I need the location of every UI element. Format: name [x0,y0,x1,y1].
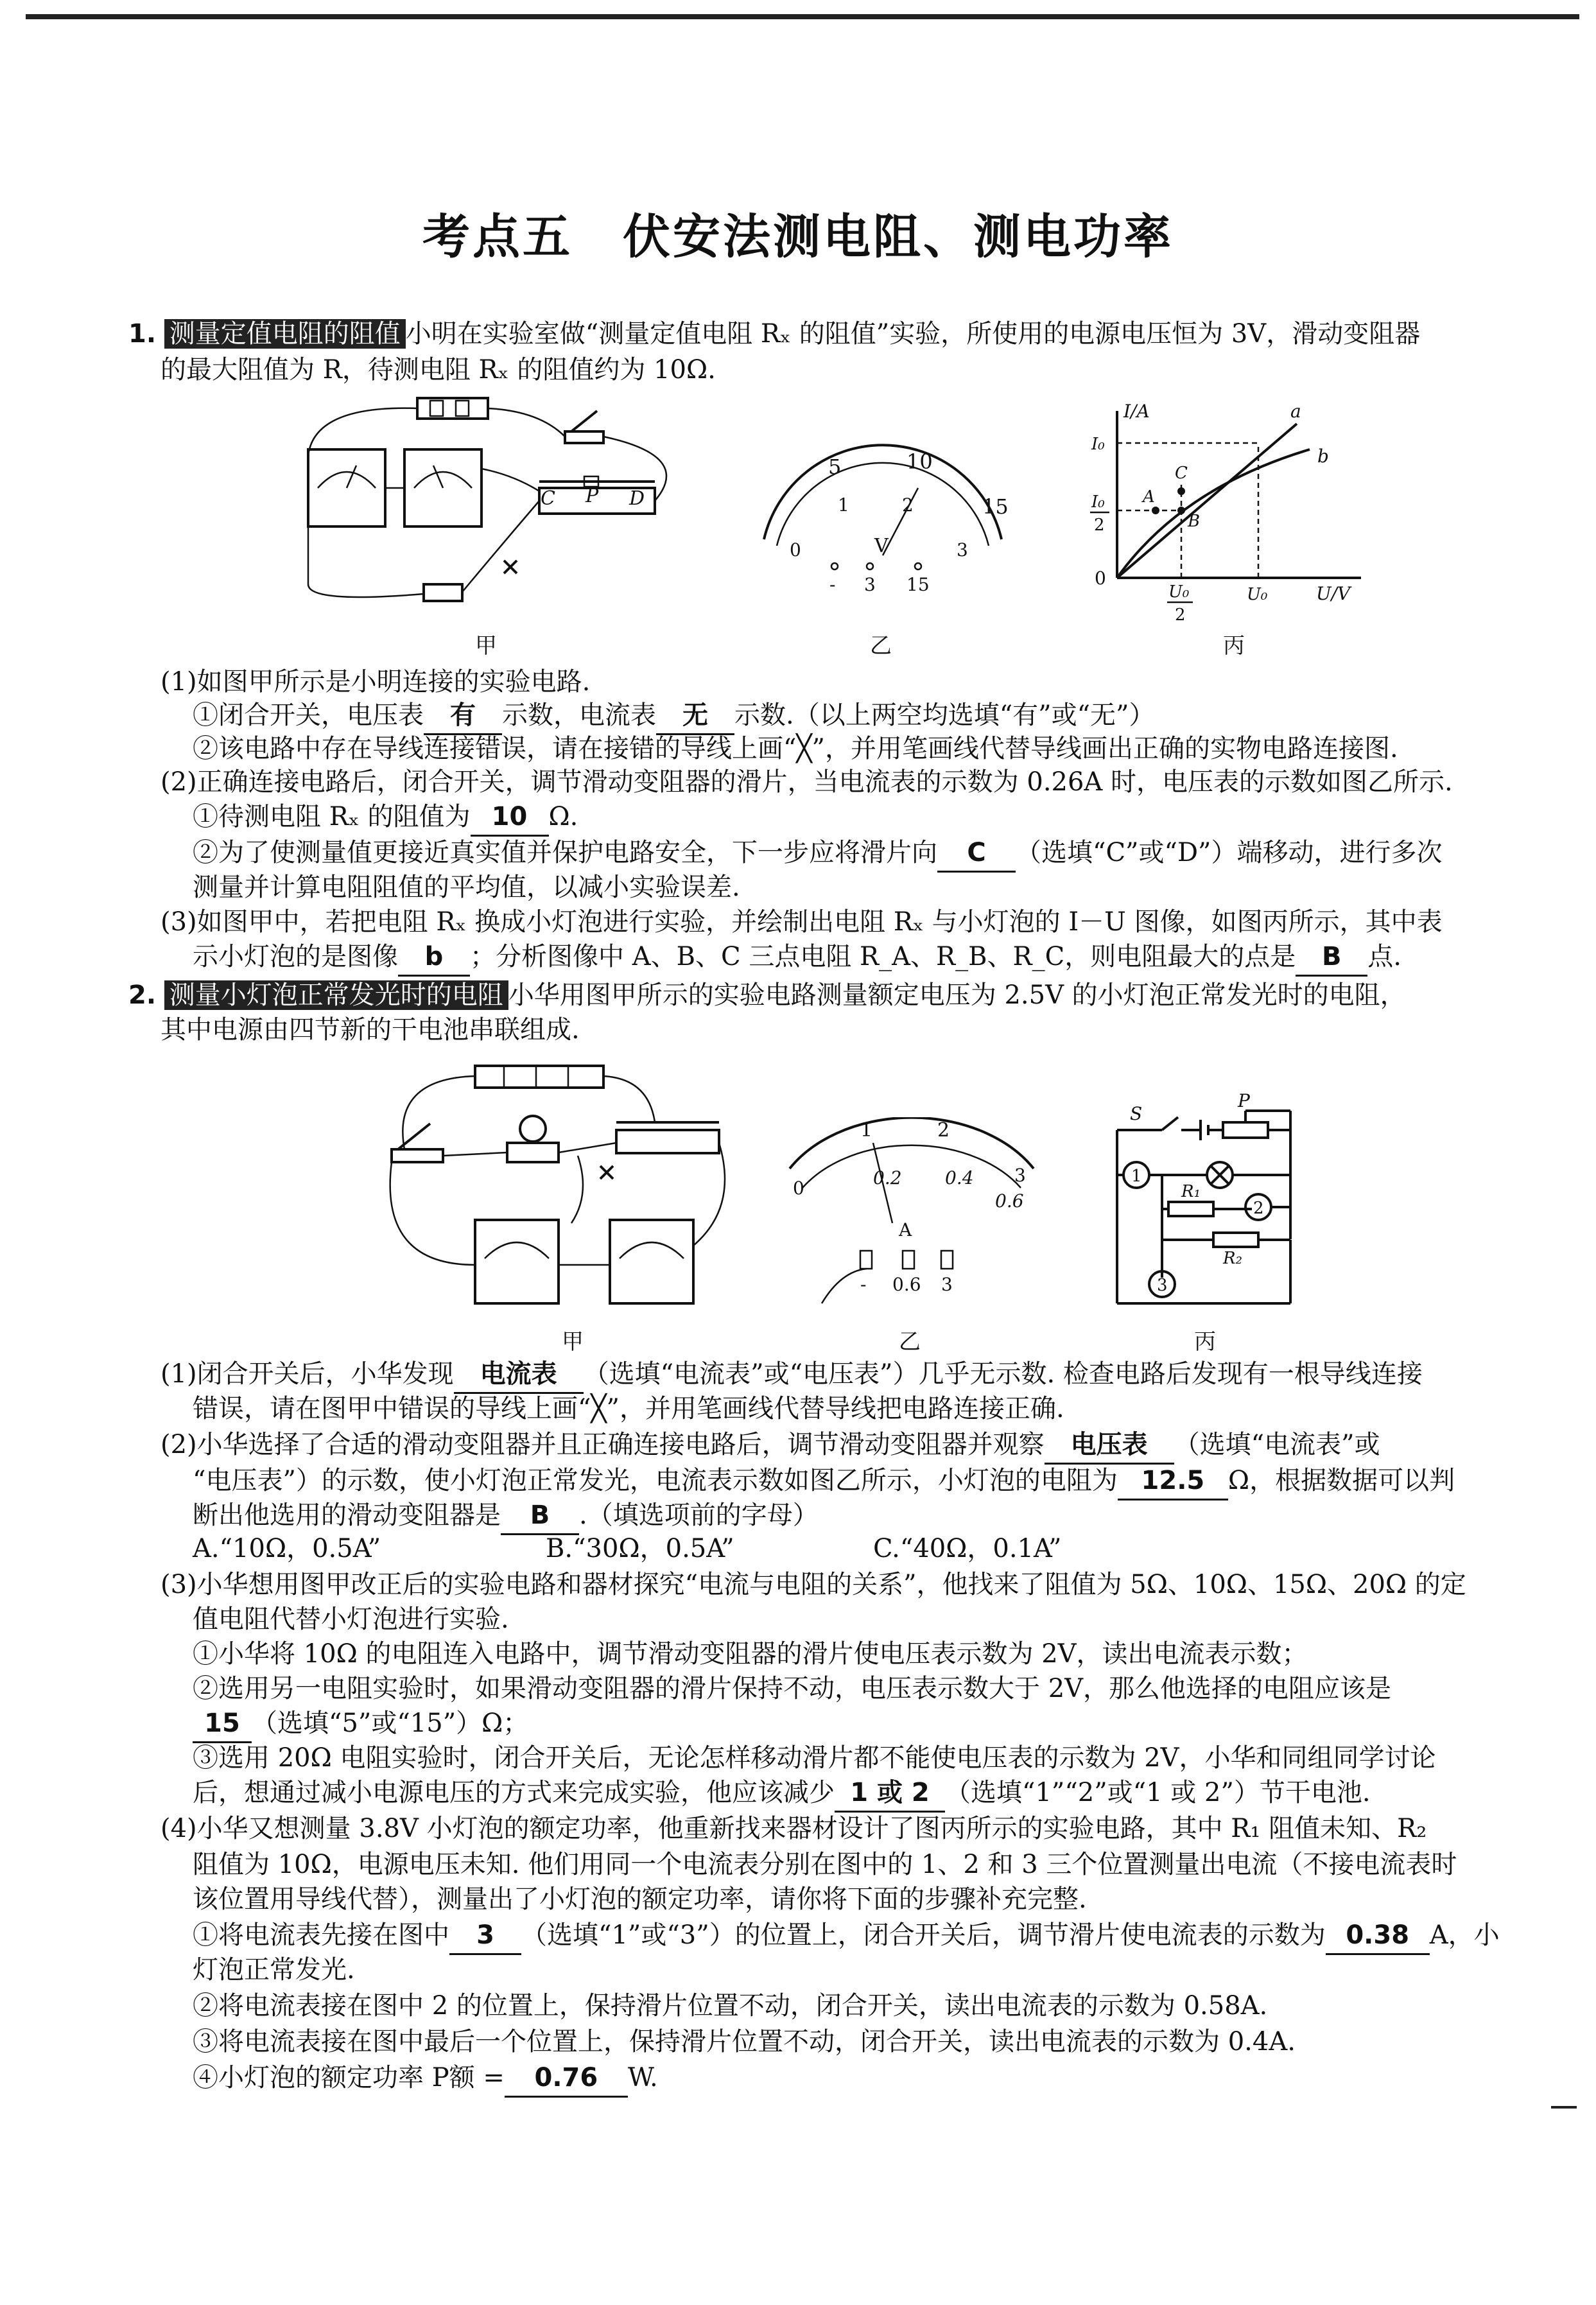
q2-switch [392,1124,443,1162]
q2-part4f: ②将电流表接在图中 2 的位置上，保持滑片位置不动，闭合开关，读出电流表的示数为 0.58A. [193,1991,1268,2021]
q2-part4b: 阻值为 10Ω，电源电压未知. 他们用同一个电流表分别在图中的 1、2 和 3 三个位置测量出电流（不接电流表时 [193,1850,1457,1879]
q1-fig-yi-caption: 乙 [870,633,892,659]
q1-graph-i0-half-num: I₀ [1091,492,1105,512]
q1-voltmeter-dial [738,443,1027,597]
q1-graph-xlabel: U/V [1316,583,1351,604]
q1-graph-point-c-label: C [1175,464,1188,483]
q2-dial-tick: 2 [937,1119,950,1142]
q2-part1-text: (1)闭合开关后，小华发现 [160,1359,454,1389]
q1-part1a [193,697,1155,735]
q1-resistor-icon [424,584,462,601]
q1-graph-u0-half-num: U₀ [1168,582,1190,602]
q2-label-3: 3 [1157,1276,1168,1295]
q2-terminal-label: - [860,1274,867,1295]
q2-part3g [193,1775,1371,1813]
q1-part3: (3)如图甲中，若把电阻 Rₓ 换成小灯泡进行实验，并绘制出电阻 Rₓ 与小灯泡的 I－U 图像，如图丙所示，其中表 [160,907,1443,937]
q2-switch-blade [1162,1117,1178,1130]
q2-answer-position: 3 [449,1917,521,1955]
q1-answer-ammeter: 无 [656,697,734,735]
q2-voltmeter-icon [610,1220,693,1303]
q2-r2-symbol [1213,1233,1258,1247]
q1-terminal [831,563,838,570]
q1-dial-tick: 15 [982,494,1009,519]
q1-graph-line-b [1117,449,1310,578]
q1-wire [481,469,539,491]
q1-stem: 小明在实验室做“测量定值电阻 Rₓ 的阻值”实验，所使用的电源电压恒为 3V，滑动变阻器 [405,319,1421,349]
q1-graph-point-a-label: A [1143,487,1155,507]
q2-part3b: 值电阻代替小灯泡进行实验. [193,1605,509,1634]
q2-stem-line2: 其中电源由四节新的干电池串联组成. [160,1015,580,1045]
q2-label-s: S [1130,1103,1143,1124]
q2-part4d-text: A，小 [1429,1920,1500,1950]
q2-dial-unit: A [899,1219,912,1240]
q1-dial-inner-arc [777,463,989,546]
q2-option-b: B.“30Ω，0.5A” [546,1534,734,1563]
q1-answer-graph: b [398,939,470,977]
q1-part3b-text: 点. [1367,942,1401,971]
q1-dial-tick: 1 [838,494,849,516]
q2-part4: (4)小华又想测量 3.8V 小灯泡的额定功率，他重新找来器材设计了图丙所示的实验电路，其中 R₁ 阻值未知、R₂ [160,1814,1427,1843]
q2-wire [390,1162,475,1265]
q1-part1a-text: 示数，电流表 [502,700,656,730]
q1-number: 1. [128,319,157,349]
q2-part4e: 灯泡正常发光. [193,1955,355,1985]
q2-part1 [160,1356,1423,1394]
q1-stem-line2: 的最大阻值为 R，待测电阻 Rₓ 的阻值约为 10Ω. [160,355,716,385]
q2-wire [603,1076,655,1122]
q1-part1b: ②该电路中存在导线连接错误，请在接错的导线上画“╳”，并用笔画线代替导线画出正确的实物电路连接图. [193,734,1398,763]
q1-graph-label-a: a [1290,401,1301,422]
q2-part2b [193,1463,1455,1500]
q1-answer-voltmeter: 有 [424,697,502,735]
q2-label-r1: R₁ [1181,1182,1201,1201]
q2-part2c [193,1497,819,1535]
q2-part2-text: (2)小华选择了合适的滑动变阻器并且正确连接电路后，调节滑动变阻器并观察 [160,1430,1045,1459]
q2-terminal [941,1251,953,1269]
q2-answer-rheostat: B [501,1497,579,1535]
q1-graph-origin: 0 [1095,568,1106,589]
q2-wire [559,1143,616,1152]
q1-point-a [1152,507,1159,514]
q2-option-a: A.“10Ω，0.5A” [193,1534,381,1563]
q1-part2b [193,835,1442,873]
q1-graph-label-b: b [1317,446,1329,467]
q2-topic-tag: 测量小灯泡正常发光时的电阻 [164,980,508,1010]
q2-part3: (3)小华想用图甲改正后的实验电路和器材探究“电流与电阻的关系”，他找来了阻值为 5Ω、10Ω、15Ω、20Ω 的定 [160,1570,1466,1599]
top-rule [26,14,1579,19]
q1-topic-tag: 测量定值电阻的阻值 [164,319,406,349]
q2-ammeter-icon [475,1220,559,1303]
q1-point-c [1177,487,1185,495]
q2-wire [571,1156,583,1223]
q2-part1-text: （选填“电流表”或“电压表”）几乎无示数. 检查电路后发现有一根导线连接 [583,1359,1423,1389]
q1-iu-graph [1079,398,1380,629]
q1-rheo-label-d: D [629,487,645,510]
q2-stem-line1 [128,977,1406,1013]
page-edge-mark [1551,2106,1577,2109]
q1-circuit-figure [295,392,706,623]
q2-part2 [160,1427,1380,1465]
q2-part4c: 该位置用导线代替），测量出了小灯泡的额定功率，请你将下面的步骤补充完整. [193,1884,1087,1914]
q1-rheo-label-c: C [541,487,555,510]
q2-terminal-label: 3 [941,1274,953,1295]
q2-part3c: ①小华将 10Ω 的电阻连入电路中，调节滑动变阻器的滑片使电压表示数为 2V，读出电流表示数； [193,1639,1308,1669]
q1-answer-resistance: 10 [471,799,549,837]
q1-part2b-text: （选填“C”或“D”）端移动，进行多次 [1016,838,1443,867]
q1-fig-jia-caption: 甲 [475,633,497,659]
q1-terminal [867,563,873,570]
q1-answer-point: B [1296,939,1367,977]
q2-answer-resistance: 12.5 [1118,1463,1228,1500]
q2-number: 2. [128,980,157,1010]
q1-part2c: 测量并计算电阻阻值的平均值，以减小实验误差. [193,873,740,902]
q2-dial-tick: 0 [793,1178,804,1199]
q1-graph-i0-half-den: 2 [1094,516,1105,535]
q1-dial-arc [764,445,1002,539]
q2-circuit-diagram [1091,1092,1323,1323]
q2-part2c-text: .（填选项前的字母） [579,1500,819,1530]
q1-graph-point-b-label: B [1188,512,1201,531]
q2-circuit-figure [379,1053,764,1323]
q2-part2c-text: 断出他选用的滑动变阻器是 [193,1500,501,1530]
q2-dial-tick: 1 [860,1119,873,1142]
q2-part1b: 错误，请在图甲中错误的导线上画“╳”，并用笔画线代替导线把电路连接正确. [193,1394,1064,1423]
q1-fig-bing-caption: 丙 [1223,633,1245,659]
page-title: 考点五 伏安法测电阻、测电功率 [422,209,1174,265]
q1-point-b [1177,507,1185,514]
q2-answer-power: 0.76 [505,2060,628,2098]
q1-terminal [915,563,921,570]
q2-part3f: ③选用 20Ω 电阻实验时，闭合开关后，无论怎样移动滑片都不能使电压表的示数为 2V，小华和同组同学讨论 [193,1743,1436,1773]
q1-graph-u0-half-den: 2 [1175,605,1186,625]
q2-terminal-label: 0.6 [892,1274,921,1295]
q1-part2: (2)正确连接电路后，闭合开关，调节滑动变阻器的滑片，当电流表的示数为 0.26A 时，电压表的示数如图乙所示. [160,767,1453,797]
q1-switch [565,411,603,443]
q1-graph-u0: U₀ [1247,585,1268,604]
q2-label-p: P [1238,1092,1250,1111]
q2-part2b-text: “电压表”）的示数，使小灯泡正常发光，电流表示数如图乙所示，小灯泡的电阻为 [193,1466,1118,1495]
q1-battery [417,398,488,419]
q1-part3b-text: 示小灯泡的是图像 [193,942,398,971]
q2-wire [443,1152,507,1156]
q1-dial-tick: 0 [790,539,801,561]
q2-dial-inner-arc [802,1145,1021,1188]
q2-answer-current: 0.38 [1326,1917,1430,1955]
q2-wire [693,1143,725,1246]
q1-terminal-label: 15 [906,574,930,595]
q2-option-c: C.“40Ω，0.1A” [873,1534,1062,1563]
q2-terminal [903,1251,914,1269]
q1-graph-i0: I₀ [1091,435,1105,454]
q2-wrong-wire-mark [600,1166,613,1179]
q1-part3b-text: ；分析图像中 A、B、C 三点电阻 R_A、R_B、R_C，则电阻最大的点是 [470,942,1296,971]
q2-part3g-text: （选填“1”“2”或“1 或 2”）节干电池. [945,1778,1371,1807]
q2-fig-yi-caption: 乙 [899,1329,921,1355]
q2-rheostat-symbol [1223,1122,1268,1138]
q1-part2a-text: Ω. [548,802,578,831]
q1-dial-tick: 5 [828,455,842,479]
q1-dial-tick: 10 [906,449,933,474]
q2-answer-observe: 电压表 [1045,1427,1174,1465]
q1-part1a-text: 示数.（以上两空均选填“有”或“无”） [734,700,1155,730]
q2-part4h [193,2060,658,2098]
q2-answer-resistor: 15 [193,1705,252,1743]
q1-terminal-label: 3 [864,574,876,595]
q2-dial-arc [790,1118,1034,1169]
q1-part2b-text: ②为了使测量值更接近真实值并保护电路安全，下一步应将滑片向 [193,838,937,867]
q1-rheo-label-p: P [585,485,599,507]
q1-dial-unit: V [874,535,889,557]
q2-part3e [193,1705,528,1743]
q2-battery [475,1066,603,1088]
q2-dial-tick: 0.4 [945,1167,974,1188]
q2-part4d [193,1917,1500,1955]
q2-part2-text: （选填“电流表”或 [1174,1430,1380,1459]
q1-wrong-wire-mark [504,561,517,573]
q2-part4h-text: ④小灯泡的额定功率 P额 = [193,2063,505,2092]
q1-dial-tick: 3 [957,539,968,561]
q2-label-r2: R₂ [1223,1249,1242,1268]
q2-rheostat-icon [616,1122,719,1153]
q2-part2b-text: Ω，根据数据可以判 [1227,1466,1455,1495]
q2-r1-symbol [1168,1202,1213,1216]
q2-answer-meter: 电流表 [454,1356,584,1394]
q2-ammeter-dial [777,1117,1046,1310]
q2-stem: 小华用图甲所示的实验电路测量额定电压为 2.5V 的小灯泡正常发光时的电阻， [508,980,1406,1010]
q1-dial-needle [883,488,918,555]
q2-part4d-text: ①将电流表先接在图中 [193,1920,449,1950]
q1-dial-tick: 2 [902,494,914,516]
q1-wire [308,408,424,597]
q2-part3e-text: （选填“5”或“15”）Ω； [252,1709,529,1738]
q2-bulb-cross [1211,1166,1229,1184]
q2-label-2: 2 [1253,1199,1264,1218]
q2-dial-tick: 0.6 [995,1190,1024,1212]
q2-part4g: ③将电流表接在图中最后一个位置上，保持滑片位置不动，闭合开关，读出电流表的示数为 0.4A. [193,2027,1296,2057]
q1-part2a [193,799,578,837]
q1-part1: (1)如图甲所示是小明连接的实验电路. [160,667,591,697]
q1-wire [462,501,539,592]
q1-part3b [193,939,1401,977]
q2-fig-bing-caption: 丙 [1194,1329,1216,1355]
q2-dial-tick: 3 [1014,1165,1026,1186]
q2-label-1: 1 [1131,1167,1142,1186]
q1-stem-line1 [128,316,1420,352]
q2-terminal [860,1251,872,1269]
q2-bulb-icon [507,1116,559,1162]
q2-part3d: ②选用另一电阻实验时，如果滑动变阻器的滑片保持不动，电压表示数大于 2V，那么他选择的电阻应该是 [193,1674,1392,1703]
q1-part2a-text: ①待测电阻 Rₓ 的阻值为 [193,802,471,831]
q1-graph-ylabel: I/A [1123,401,1150,422]
q1-terminal-label: - [829,574,836,595]
q1-voltmeter-icon [404,449,481,526]
q1-wire [488,408,565,437]
q2-part3g-text: 后，想通过减小电源电压的方式来完成实验，他应该减少 [193,1778,835,1807]
q2-part4d-text: （选填“1”或“3”）的位置上，闭合开关后，调节滑片使电流表的示数为 [521,1920,1326,1950]
q2-dial-tick: 0.2 [873,1167,902,1188]
q2-part4h-text: W. [627,2063,658,2092]
q1-part1a-text: ①闭合开关，电压表 [193,700,424,730]
q2-answer-batteries: 1 或 2 [835,1775,945,1813]
q1-ammeter-icon [308,449,385,526]
q2-fig-jia-caption: 甲 [562,1329,584,1355]
q1-answer-direction: C [937,835,1016,873]
